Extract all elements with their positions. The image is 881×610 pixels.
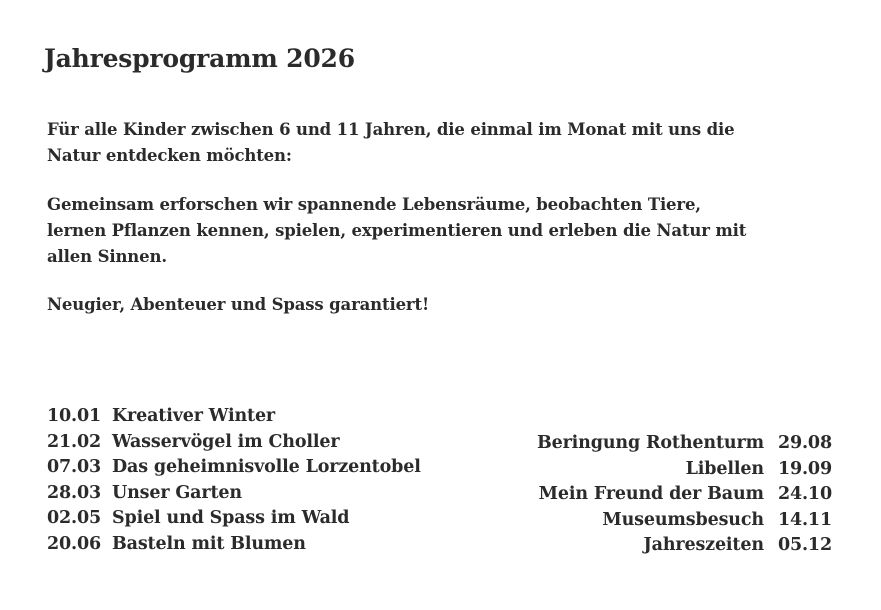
schedule-item [47,506,421,532]
schedule-item [47,532,421,558]
schedule-item [537,533,832,559]
schedule-date: 28.03 [47,482,102,503]
schedule-item [537,457,832,483]
intro-paragraph-tagline: Neugier, Abenteuer und Spass garantiert! [47,295,430,314]
schedule-event: Libellen [685,458,764,479]
page-title: Jahresprogramm 2026 [44,44,355,73]
schedule-date: 21.02 [47,431,102,452]
schedule-event: Jahreszeiten [643,535,764,555]
schedule-event: Museumsbesuch [602,509,764,530]
schedule-event: Kreativer Winter [112,406,276,426]
intro-paragraph-activities: Gemeinsam erforschen wir spannende Lebensräume, beobachten Tiere, lernen Pflanzen kennen, spielen, experimentieren und erleben die Natur mit allen Sinnen. [47,195,747,266]
schedule-date: 14.11 [777,509,832,530]
schedule-date: 24.10 [777,484,832,504]
schedule-item [537,431,832,457]
schedule-item [537,508,832,534]
schedule-item [47,430,421,456]
schedule-event: Mein Freund der Baum [538,484,764,504]
schedule-second-half [537,431,832,559]
schedule-date: 10.01 [47,406,102,426]
schedule-date: 29.08 [777,433,832,453]
schedule-date: 20.06 [47,533,102,554]
schedule-item [47,404,421,430]
schedule-item [537,482,832,508]
schedule-event: Wasservögel im Choller [112,431,340,452]
schedule-date: 05.12 [777,535,832,555]
schedule-event: Basteln mit Blumen [112,533,306,554]
schedule-first-half [47,404,421,557]
schedule-event: Beringung Rothenturm [536,433,764,453]
schedule-event: Das geheimnisvolle Lorzentobel [112,457,421,477]
schedule-date: 19.09 [777,458,832,479]
schedule-item [47,455,421,481]
schedule-event: Spiel und Spass im Wald [112,508,350,528]
schedule-event: Unser Garten [112,482,242,503]
intro-paragraph-audience: Für alle Kinder zwischen 6 und 11 Jahren, die einmal im Monat mit uns die Natur entdecken möchten: [47,120,735,165]
schedule-date: 02.05 [47,508,102,528]
schedule-item [47,481,421,507]
schedule-date: 07.03 [47,457,102,477]
